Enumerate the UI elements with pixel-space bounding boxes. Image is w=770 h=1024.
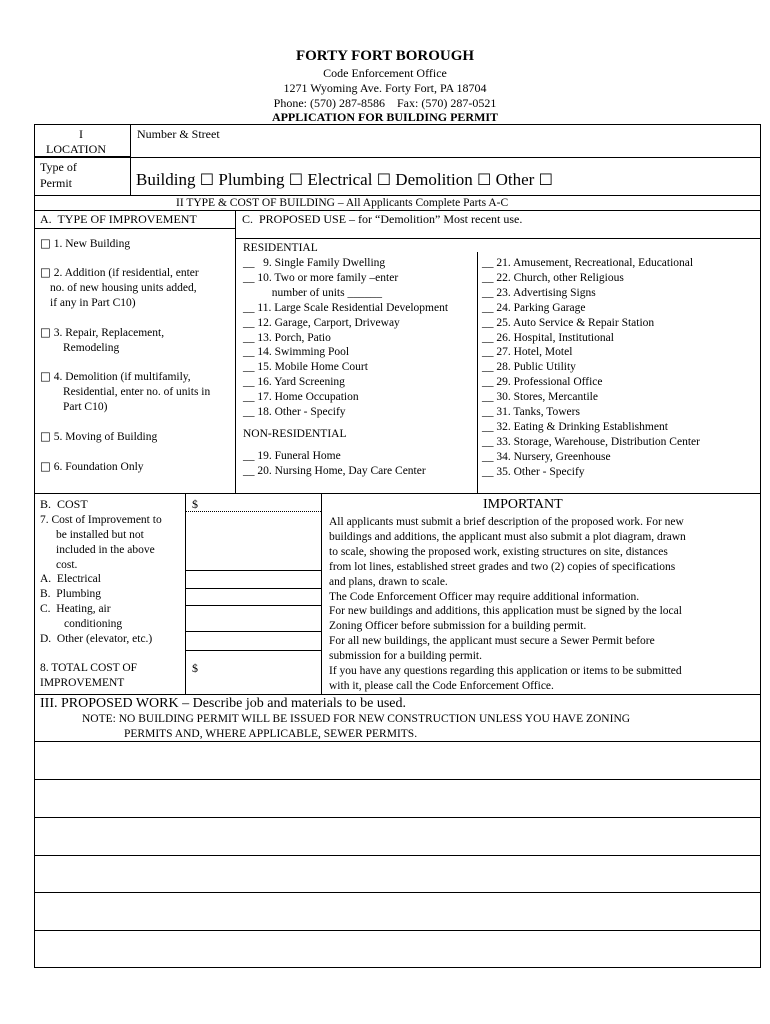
list-item[interactable]: __ 17. Home Occupation (243, 391, 359, 404)
list-item[interactable]: __ 10. Two or more family –enter (243, 271, 399, 284)
residential-use-list (243, 256, 448, 420)
list-item[interactable]: __ 33. Storage, Warehouse, Distribution Center (482, 435, 700, 448)
building-checkbox[interactable]: ☐ (199, 170, 215, 189)
list-item[interactable]: __ 35. Other - Specify (482, 465, 585, 478)
nonresidential-label: NON-RESIDENTIAL (243, 428, 347, 440)
cost-improvement-field[interactable] (186, 512, 321, 570)
important-heading: IMPORTANT (483, 497, 563, 512)
improvement-item-1: □ 1. New Building (40, 236, 131, 250)
street-field[interactable] (131, 125, 759, 157)
zoning-note-2: PERMITS AND, WHERE APPLICABLE, SEWER PERMITS. (124, 728, 418, 740)
work-description-line[interactable] (35, 931, 760, 967)
office-phone: Phone: (570) 287-8586 Fax: (570) 287-0521 (273, 96, 497, 110)
list-item[interactable]: __ 20. Nursing Home, Day Care Center (243, 464, 426, 477)
form-title: APPLICATION FOR BUILDING PERMIT (271, 110, 499, 124)
total-cost-label: 8. TOTAL COST OF IMPROVEMENT (40, 662, 138, 689)
street-label: Number & Street (137, 127, 220, 141)
other-cost-field[interactable] (186, 632, 321, 650)
other-checkbox[interactable]: ☐ (538, 170, 553, 189)
permit-option-building-label: Building (136, 170, 196, 189)
office-name: Code Enforcement Office (323, 66, 447, 80)
residential-label: RESIDENTIAL (243, 242, 318, 254)
list-item[interactable]: __ 26. Hospital, Institutional (482, 331, 614, 344)
work-description-line[interactable] (35, 780, 760, 817)
electrical-cost-field[interactable] (186, 571, 321, 588)
electrical-checkbox[interactable]: ☐ (376, 170, 392, 189)
cost-heating-label: C. Heating, air (40, 602, 111, 615)
total-cost-field[interactable] (200, 651, 321, 693)
list-item[interactable]: __ 11. Large Scale Residential Development (243, 301, 449, 314)
list-item[interactable]: __ 31. Tanks, Towers (482, 406, 580, 419)
list-item[interactable]: __ 28. Public Utility (482, 361, 576, 374)
borough-title: FORTY FORT BOROUGH (295, 48, 475, 64)
cost-dollar-sign: $ (192, 497, 198, 511)
permit-option-plumbing-label: Plumbing (218, 170, 285, 189)
cost-heading: B. COST (40, 497, 88, 511)
work-description-line[interactable] (35, 893, 760, 930)
list-item[interactable]: __ 12. Garage, Carport, Driveway (243, 316, 400, 329)
cost-electrical-label: A. Electrical (40, 573, 101, 585)
permit-options (136, 169, 553, 191)
improvement-item-6: □ 6. Foundation Only (40, 459, 144, 473)
demolition-checkbox[interactable]: ☐ (477, 170, 492, 189)
work-description-line[interactable] (35, 818, 760, 855)
work-description-line[interactable] (35, 856, 760, 892)
improvement-item-5: □ 5. Moving of Building (40, 429, 158, 443)
nonresidential-use-list (243, 449, 426, 479)
proposed-work-heading: III. PROPOSED WORK – Describe job and materials to be used. (40, 696, 407, 711)
list-item[interactable]: __ 16. Yard Screening (243, 376, 345, 389)
list-item[interactable]: __ 18. Other - Specify (243, 406, 346, 419)
list-item[interactable]: __ 29. Professional Office (482, 376, 603, 389)
list-item[interactable]: __ 15. Mobile Home Court (243, 361, 368, 374)
proposed-use-heading: C. PROPOSED USE – for “Demolition” Most recent use. (242, 212, 523, 226)
list-item[interactable]: __ 23. Advertising Signs (482, 286, 596, 299)
permit-option-demolition-label: Demolition (395, 170, 473, 189)
cost-sub-items: A. Electrical B. Plumbing C. Heating, air conditioning D. Other (elevator, etc.) (40, 573, 153, 645)
list-item[interactable]: number of units ______ (243, 286, 382, 299)
list-item[interactable]: __ 21. Amusement, Recreational, Educational (482, 257, 694, 269)
list-item[interactable]: __ 9. Single Family Dwelling (243, 257, 386, 269)
permit-type-label: Type of (40, 160, 77, 174)
improvement-heading: A. TYPE OF IMPROVEMENT (40, 212, 197, 226)
improvement-2-checkbox[interactable]: □ (40, 265, 51, 279)
improvement-4-checkbox[interactable]: □ (40, 369, 51, 383)
improvement-3-checkbox[interactable]: □ (40, 325, 51, 339)
improvement-1-checkbox[interactable]: □ (40, 236, 51, 250)
list-item[interactable]: __ 24. Parking Garage (482, 301, 586, 314)
plumbing-checkbox[interactable]: ☐ (288, 170, 304, 189)
important-notes: All applicants must submit a brief description of the proposed work. For new buildings and additions, the applicant must also submit a plot diagram, drawn to scale, showing the proposed work, existing structures on site, distances from lot lines, established street grades and two (2) copies of specifications and plans, drawn to scale. The Code Enforcement Officer may require additional information. For new buildings and additions, this application must be signed by the local Zoning Officer before submission for a building permit. For all new buildings, the applicant must secure a Sewer Permit before submission for a building permit. If you have any questions regarding this application or items to be submitted with it, please call the Code Enforcement Office. (329, 516, 686, 692)
cost-plumbing-label: B. Plumbing (40, 587, 102, 600)
zoning-note: NOTE: NO BUILDING PERMIT WILL BE ISSUED FOR NEW CONSTRUCTION UNLESS YOU HAVE ZONING (82, 713, 631, 725)
office-address: 1271 Wyoming Ave. Forty Fort, PA 18704 (283, 81, 487, 95)
list-item[interactable]: __ 19. Funeral Home (243, 450, 341, 462)
list-item[interactable]: __ 14. Swimming Pool (243, 346, 350, 359)
list-item[interactable]: __ 22. Church, other Religious (482, 271, 624, 284)
permit-option-other-label: Other (495, 170, 535, 189)
section-ii-title: II TYPE & COST OF BUILDING – All Applicants Complete Parts A-C (176, 197, 509, 209)
permit-option-electrical-label: Electrical (307, 170, 373, 189)
list-item[interactable]: __ 30. Stores, Mercantile (482, 391, 598, 404)
cost-other-label: D. Other (elevator, etc.) (40, 632, 153, 645)
permit-type-label-2: Permit (40, 176, 72, 190)
total-dollar-sign: $ (192, 661, 198, 675)
improvement-item-4: □ 4. Demolition (if multifamily, Residential, enter no. of units in Part C10) (40, 369, 211, 413)
list-item[interactable]: __ 32. Eating & Drinking Establishment (482, 420, 668, 433)
improvement-5-checkbox[interactable]: □ (40, 429, 51, 443)
location-section-number: I (79, 127, 83, 141)
heating-cost-field[interactable] (186, 606, 321, 631)
cost-item-7: 7. Cost of Improvement to be installed but not included in the above cost. (40, 514, 162, 571)
location-section-label: LOCATION (46, 142, 106, 156)
plumbing-cost-field[interactable] (186, 589, 321, 605)
improvement-item-3: □ 3. Repair, Replacement, Remodeling (40, 325, 165, 354)
list-item[interactable]: __ 13. Porch, Patio (243, 331, 331, 344)
list-item[interactable]: __ 34. Nursery, Greenhouse (482, 450, 611, 463)
improvement-item-2: □ 2. Addition (if residential, enter no. of new housing units added, if any in Part C10) (40, 265, 199, 309)
list-item[interactable]: __ 25. Auto Service & Repair Station (482, 316, 655, 329)
improvement-6-checkbox[interactable]: □ (40, 459, 51, 473)
work-description-line[interactable] (35, 742, 760, 779)
nonresidential-use-list-right (482, 256, 700, 480)
list-item[interactable]: __ 27. Hotel, Motel (482, 346, 573, 359)
